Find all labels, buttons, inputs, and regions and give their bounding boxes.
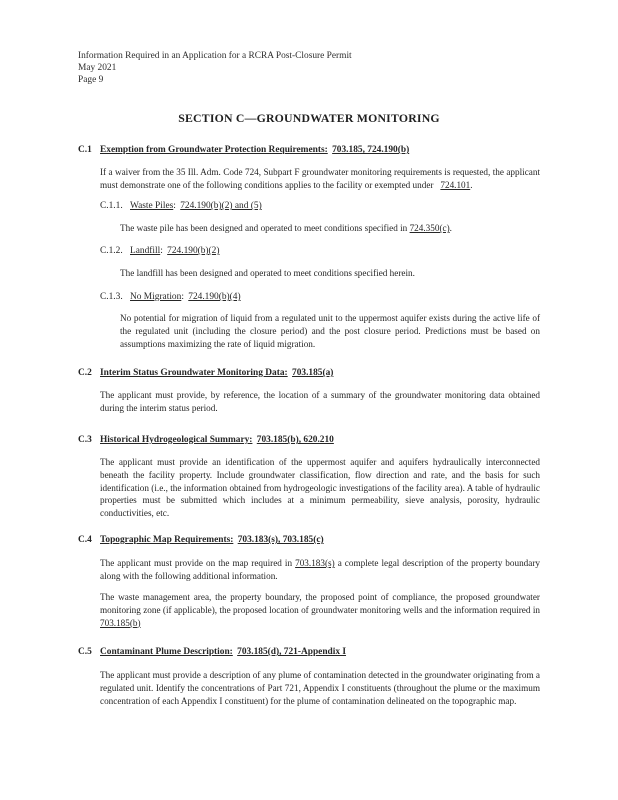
- section-c1-body: If a waiver from the 35 Ill. Adm. Code 724, Subpart F groundwater monitoring requirements is requested, the applicant must demonstrate one of the following conditions applies to the facility or exempted under 724.101.: [100, 167, 540, 190]
- header-date: May 2021: [78, 63, 117, 73]
- subsection-c1-2-heading: C.1.2. Landfill: 724.190(b)(2): [100, 246, 220, 256]
- subsection-c1-1-heading: C.1.1. Waste Piles: 724.190(b)(2) and (5): [100, 201, 262, 211]
- cross-reference: 703.185(b): [100, 617, 141, 628]
- header-title: Information Required in an Application for a RCRA Post-Closure Permit: [78, 51, 352, 61]
- section-c1-heading: [78, 145, 409, 155]
- section-c5-heading: C.5 Contaminant Plume Description: 703.185(d), 721-Appendix I: [78, 647, 347, 657]
- cross-reference: 703.183(s): [295, 558, 335, 568]
- section-c5-body: The applicant must provide a description of any plume of contamination detected in the groundwater originating from a regulated unit. Identify the concentrations of Part 721, Appendix I constituents (throughout the plume or the maximum concentration of each Appendix I constituent) for the plume of contamination delineated on the topographic map.: [100, 670, 540, 706]
- cross-reference: 724.101: [440, 179, 471, 190]
- section-number: C.1: [78, 145, 92, 155]
- subsection-c1-2-body: The landfill has been designed and operated to meet conditions specified herein.: [120, 268, 415, 278]
- section-reference: 703.185, 724.190(b): [332, 145, 410, 155]
- cross-reference: 724.350(c): [409, 223, 450, 233]
- section-title: SECTION C—GROUNDWATER MONITORING: [178, 111, 440, 125]
- subsection-c1-3-heading: C.1.3. No Migration: 724.190(b)(4): [100, 292, 241, 302]
- header-page-number: Page 9: [78, 75, 104, 85]
- subsection-c1-3-body: No potential for migration of liquid from a regulated unit to the uppermost aquifer exists during the active life of the regulated unit (including the closure period) and the post closure period. Predictions must be based on assumptions maximizing the rate of liquid migration.: [120, 313, 540, 349]
- section-c3-heading: C.3 Historical Hydrogeological Summary: 703.185(b), 620.210: [78, 435, 334, 445]
- section-c4-heading: C.4 Topographic Map Requirements: 703.183(s), 703.185(c): [78, 535, 324, 545]
- section-c4-body-2: The waste management area, the property boundary, the proposed point of compliance, the proposed groundwater monitoring zone (if applicable), the proposed location of groundwater monitoring wells and the information required in 703.185(b): [100, 592, 540, 628]
- section-c2-heading: C.2 Interim Status Groundwater Monitoring Data: 703.185(a): [78, 368, 334, 378]
- section-label: Exemption from Groundwater Protection Requirements:: [100, 145, 328, 155]
- running-header: [78, 50, 352, 86]
- subsection-c1-1-body: The waste pile has been designed and operated to meet conditions specified in 724.350(c).: [120, 223, 452, 233]
- section-c4-body-1: The applicant must provide on the map required in 703.183(s) a complete legal description of the property boundary along with the following additional information.: [100, 558, 541, 581]
- section-c2-body: The applicant must provide, by reference, the location of a summary of the groundwater monitoring data obtained during the interim status period.: [100, 390, 540, 413]
- section-c3-body: The applicant must provide an identification of the uppermost aquifer and aquifers hydraulically interconnected beneath the facility property. Include groundwater classification, flow direction and rate, and the basis for such identification (i.e., the information obtained from hydrogeologic investigations of the facility area). A table of hydraulic properties must be submitted which includes at a minimum permeability, sieve analysis, porosity, hydraulic conductivities, etc.: [100, 457, 540, 519]
